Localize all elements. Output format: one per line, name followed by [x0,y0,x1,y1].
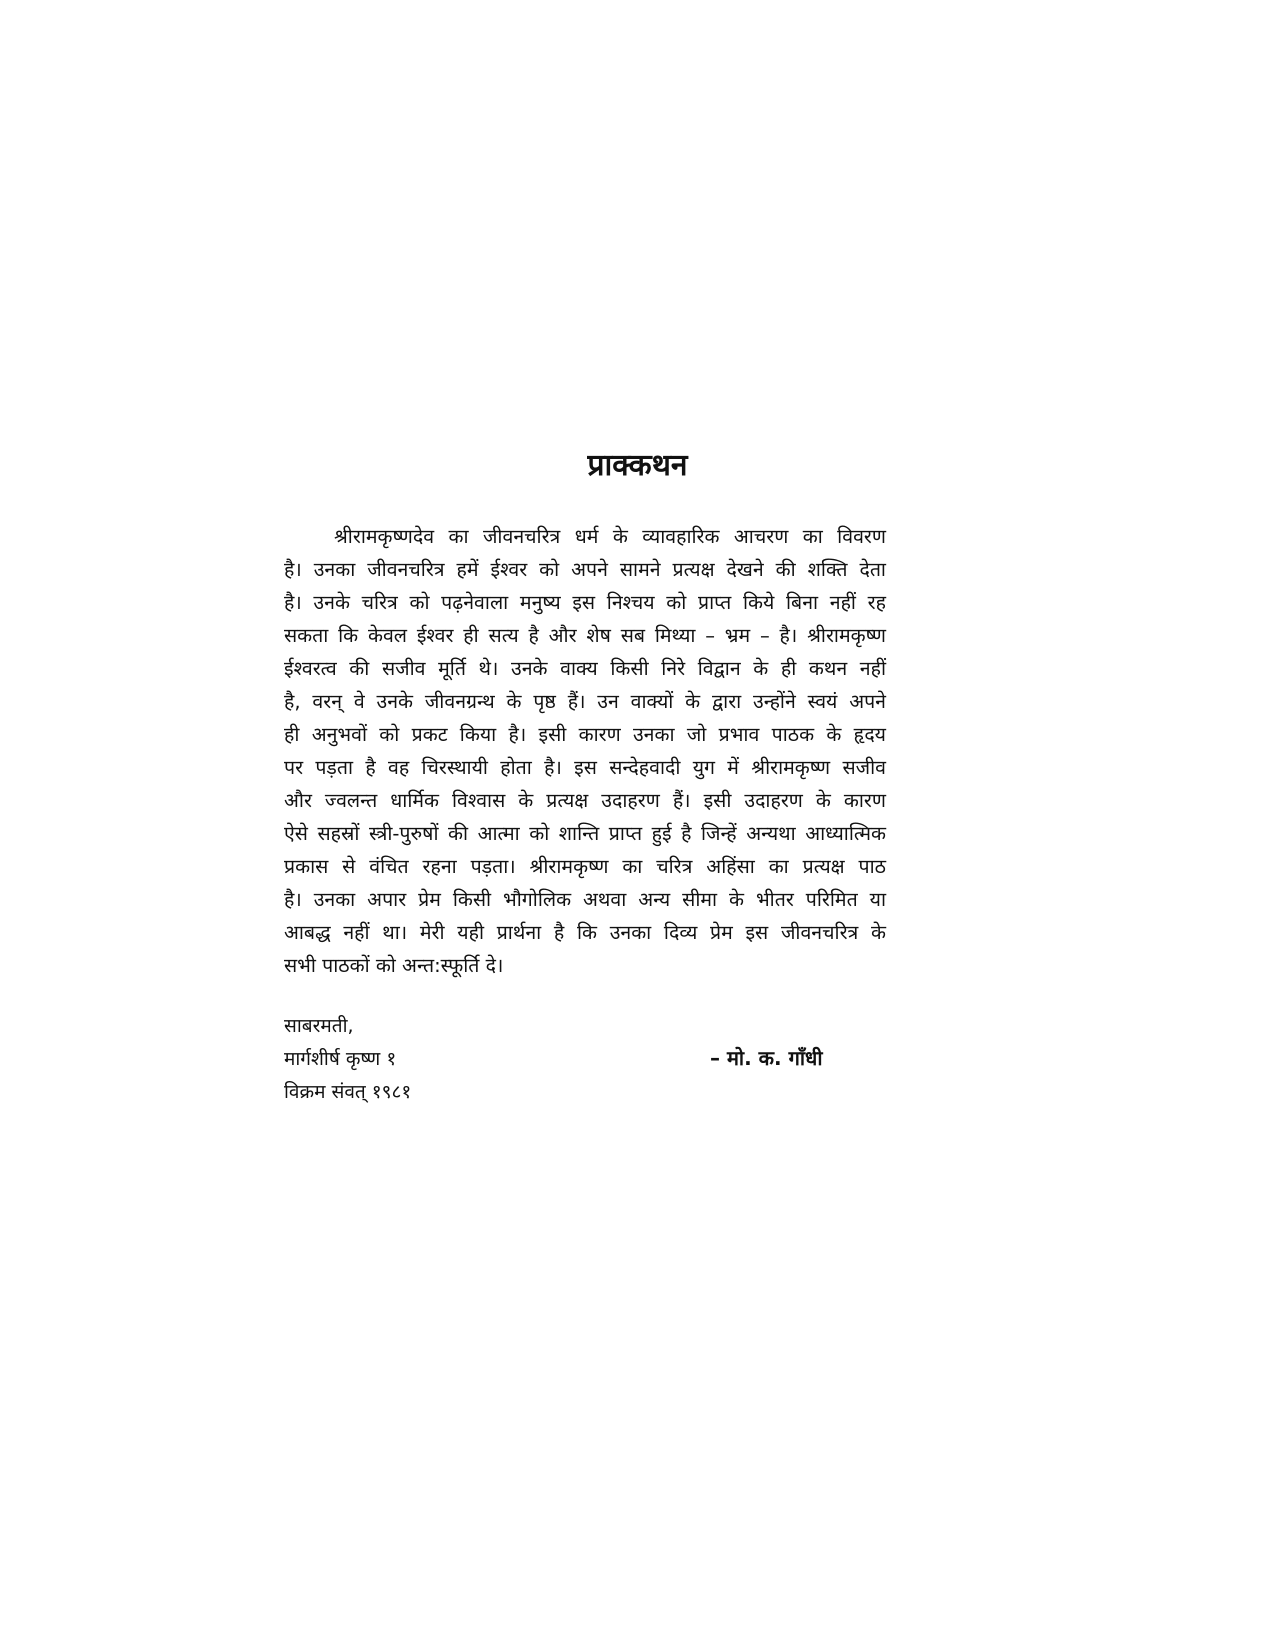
paragraph-line: है। उनके चरित्र को पढ़नेवाला मनुष्य इस निश्चय को प्राप्त किये बिना नहीं रह [284,591,886,614]
author-signature: – मो. क. गाँधी [710,1046,823,1070]
paragraph-line: है। उनका जीवनचरित्र हमें ईश्वर को अपने सामने प्रत्यक्ष देखने की शक्ति देता [284,558,886,581]
paragraph-line: और ज्वलन्त धार्मिक विश्वास के प्रत्यक्ष उदाहरण हैं। इसी उदाहरण के कारण [284,789,886,812]
paragraph-line: ही अनुभवों को प्रकट किया है। इसी कारण उनका जो प्रभाव पाठक के हृदय [284,723,886,746]
date-line: मार्गशीर्ष कृष्ण १ [284,1048,397,1070]
page-title: प्राक्कथन [587,448,688,483]
foreword-paragraph [284,520,886,982]
paragraph-line: है, वरन् वे उनके जीवनग्रन्थ के पृष्ठ हैं। उन वाक्यों के द्वारा उन्होंने स्वयं अपने [284,690,886,713]
paragraph-line: ईश्वरत्व की सजीव मूर्ति थे। उनके वाक्य किसी निरे विद्वान के ही कथन नहीं [284,657,886,680]
place-line: साबरमती, [284,1015,354,1037]
paragraph-line: ऐसे सहस्रों स्त्री-पुरुषों की आत्मा को शान्ति प्राप्त हुई है जिन्हें अन्यथा आध्यात्मिक [284,822,886,845]
paragraph-line: श्रीरामकृष्णदेव का जीवनचरित्र धर्म के व्यावहारिक आचरण का विवरण [334,525,886,548]
paragraph-line: आबद्ध नहीं था। मेरी यही प्रार्थना है कि उनका दिव्य प्रेम इस जीवनचरित्र के [284,921,886,944]
paragraph-line: पर पड़ता है वह चिरस्थायी होता है। इस सन्देहवादी युग में श्रीरामकृष्ण सजीव [284,756,886,779]
place-date-block [284,1010,411,1109]
era-line: विक्रम संवत् १९८१ [284,1081,412,1103]
paragraph-line: है। उनका अपार प्रेम किसी भौगोलिक अथवा अन्य सीमा के भीतर परिमित या [284,888,886,911]
paragraph-line: सकता कि केवल ईश्वर ही सत्य है और शेष सब मिथ्या – भ्रम – है। श्रीरामकृष्ण [284,624,886,647]
paragraph-line: प्रकास से वंचित रहना पड़ता। श्रीरामकृष्ण का चरित्र अहिंसा का प्रत्यक्ष पाठ [284,855,886,878]
paragraph-line: सभी पाठकों को अन्त:स्फूर्ति दे। [284,954,504,977]
